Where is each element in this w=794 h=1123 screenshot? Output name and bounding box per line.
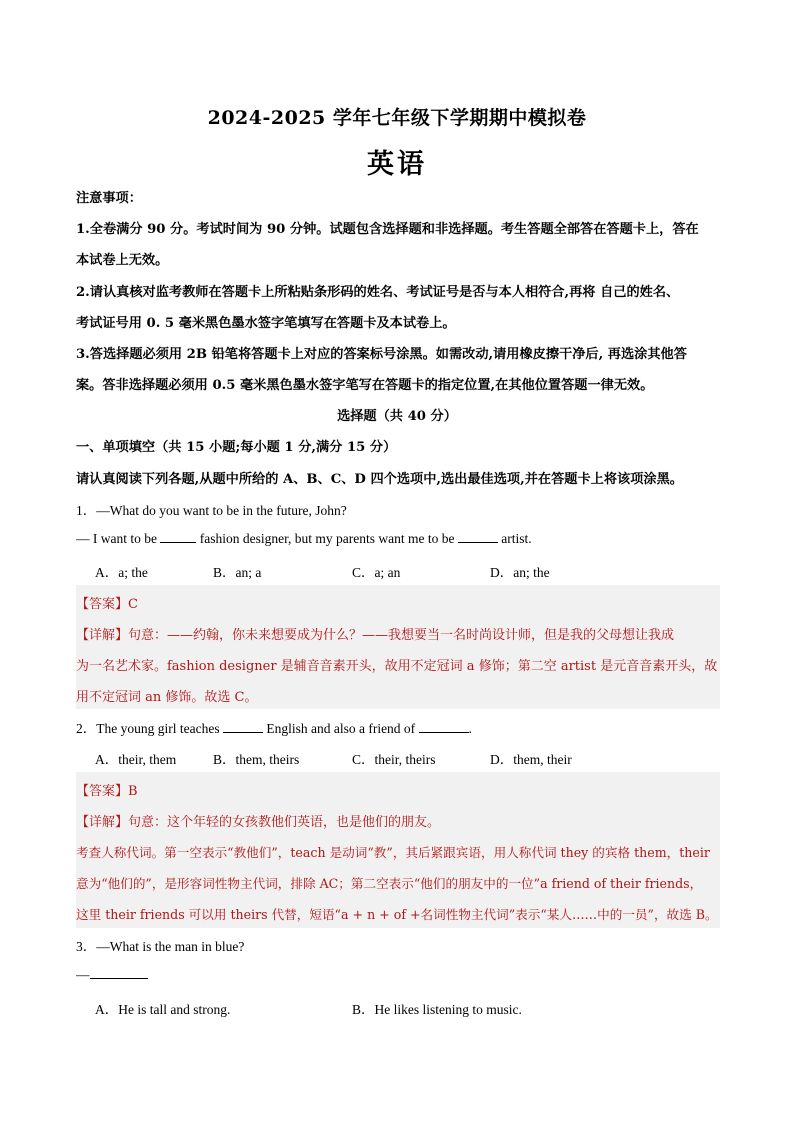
question-1-answer xyxy=(76,593,138,612)
question-2-stem xyxy=(76,717,722,737)
detail-label: 【详解】 xyxy=(76,628,129,643)
answer-blank xyxy=(458,530,498,543)
answer-blank xyxy=(419,720,469,733)
detail-text: 句意：这个年轻的女孩教他们英语，也是他们的朋友。 xyxy=(128,815,441,830)
answer-value: B xyxy=(128,784,138,799)
notice-item-1-line-1: 1.全卷满分 90 分。考试时间为 90 分钟。试题包含选择题和非选择题。考生答题全部答在答题卡上，答在 xyxy=(76,222,699,237)
notice-item-2-line-1: 2.请认真核对监考教师在答题卡上所粘贴条形码的姓名、考试证号是否与本人相符合,再将 自己的姓名、 xyxy=(76,285,680,300)
question-1-stem: 1．—What do you want to be in the future, John? xyxy=(76,503,347,518)
question-3-option-b: B．He likes listening to music. xyxy=(352,1002,522,1017)
question-3-option-a: A．He is tall and strong. xyxy=(95,1002,231,1017)
answer-label: 【答案】 xyxy=(76,597,129,612)
question-2-option-b: B．them, theirs xyxy=(213,752,300,767)
answer-value: C xyxy=(128,597,138,612)
notice-item-1-line-2: 本试卷上无效。 xyxy=(76,253,169,268)
question-2-option-a: A．their, them xyxy=(95,752,177,767)
section-heading: 选择题（共 40 分） xyxy=(337,409,457,424)
question-2-answer xyxy=(76,780,138,799)
question-3-reply-dash: — xyxy=(76,967,90,982)
question-2-stem-part-c: . xyxy=(468,721,472,736)
question-2-detail-line-4: 这里 their friends 可以用 theirs 代替，短语“a + n + of +名词性物主代词”表示“某人……中的一员”，故选 B。 xyxy=(76,907,718,922)
question-2-option-d: D．them, their xyxy=(490,752,572,767)
question-3-stem: 3．—What is the man in blue? xyxy=(76,939,245,954)
question-2-option-c: C．their, theirs xyxy=(352,752,436,767)
question-1-reply-part-b: fashion designer, but my parents want me to be xyxy=(196,531,458,546)
answer-blank xyxy=(90,966,148,979)
answer-label: 【答案】 xyxy=(76,784,129,799)
detail-text: 句意：——约翰，你未来想要成为什么？——我想要当一名时尚设计师，但是我的父母想让我成 xyxy=(128,628,675,643)
question-2-detail-line-1 xyxy=(76,811,440,830)
exam-title: 2024-2025 学年七年级下学期期中模拟卷 xyxy=(207,107,587,129)
question-2-stem-part-a: 2．The young girl teaches xyxy=(76,721,223,736)
answer-blank xyxy=(160,530,196,543)
question-1-detail-line-3: 用不定冠词 an 修饰。故选 C。 xyxy=(76,690,258,705)
question-1-detail-line-1 xyxy=(76,624,674,643)
question-1-reply-part-c: artist. xyxy=(497,531,532,546)
subject-title: 英语 xyxy=(367,149,427,180)
question-3-reply xyxy=(76,966,722,983)
question-1-detail-line-2: 为一名艺术家。fashion designer 是辅音音素开头，故用不定冠词 a 修饰；第二空 artist 是元音音素开头，故 xyxy=(76,659,718,674)
question-2-detail-line-2: 考查人称代词。第一空表示“教他们”，teach 是动词“教”，其后紧跟宾语，用人称代词 they 的宾格 them，their xyxy=(76,845,710,860)
notice-heading: 注意事项： xyxy=(76,191,142,206)
question-1-option-d: D．an; the xyxy=(490,565,550,580)
question-1-option-b: B．an; a xyxy=(213,565,262,580)
detail-label: 【详解】 xyxy=(76,815,129,830)
question-1-option-c: C．a; an xyxy=(352,565,401,580)
notice-item-3-line-1: 3.答选择题必须用 2B 铅笔将答题卡上对应的答案标号涂黑。如需改动,请用橡皮擦干净后, 再选涂其他答 xyxy=(76,347,687,362)
question-1-option-a: A．a; the xyxy=(95,565,148,580)
question-2-stem-part-b: English and also a friend of xyxy=(262,721,419,736)
question-2-detail-line-3: 意为“他们的”，是形容词性物主代词，排除 AC；第二空表示“他们的朋友中的一位”a friend of their friends， xyxy=(76,876,703,891)
part-heading: 一、单项填空（共 15 小题;每小题 1 分,满分 15 分） xyxy=(76,440,397,455)
question-1-reply-part-a: — I want to be xyxy=(76,531,161,546)
part-instruction: 请认真阅读下列各题,从题中所给的 A、B、C、D 四个选项中,选出最佳选项,并在答题卡上将该项涂黑。 xyxy=(76,472,683,487)
question-1-reply xyxy=(76,530,722,547)
notice-item-3-line-2: 案。答非选择题必须用 0.5 毫米黑色墨水签字笔写在答题卡的指定位置,在其他位置答题一律无效。 xyxy=(76,378,654,393)
answer-blank xyxy=(223,720,263,733)
notice-item-2-line-2: 考试证号用 0. 5 毫米黑色墨水签字笔填写在答题卡及本试卷上。 xyxy=(76,316,456,331)
